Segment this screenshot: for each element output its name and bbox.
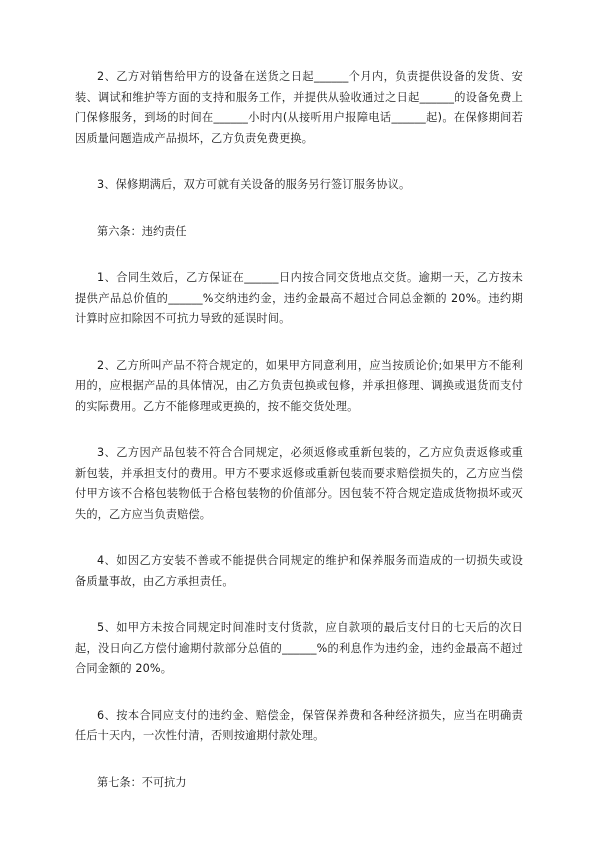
clause-6-item-6: 6、按本合同应支付的违约金、赔偿金，保管保养费和各种经济损失，应当在明确责任后十天内，一次性付清，否则按逾期付款处理。 <box>75 708 523 742</box>
clause-7-heading: 第七条：不可抗力 <box>97 775 187 789</box>
clause-6-item-2: 2、乙方所叫产品不符合规定的，如果甲方同意利用，应当按质论价;如果甲方不能利用的，应根据产品的具体情况，由乙方负责包换或包修，并承担修理、调换或退货而支付的实际费用。乙方不能修理或更换的，按不能交货处理。 <box>75 358 523 413</box>
clause-5-item-3: 3、保修期满后，双方可就有关设备的服务另行签订服务协议。 <box>97 178 411 191</box>
clause-6-heading: 第六条：违约责任 <box>97 224 187 238</box>
clause-6-item-4: 4、如因乙方安装不善或不能提供合同规定的维护和保养服务而造成的一切损失或设备质量事故，由乙方承担责任。 <box>75 554 523 588</box>
document-body <box>75 67 523 819</box>
clause-5-item-2: 2、乙方对销售给甲方的设备在送货之日起______个月内，负责提供设备的发货、安装、调试和维护等方面的支持和服务工作，并提供从验收通过之日起______的设备免费上门保修服务，到场的时间在______小时内(从接听用户报障电话______起)。在保修期间若因质量问题造成产品损坏，乙方负责免费更换。 <box>75 70 523 145</box>
clause-6-item-5: 5、如甲方未按合同规定时间准时支付货款，应自款项的最后支付日的七天后的次日起，没日向乙方偿付逾期付款部分总值的______%的利息作为违约金，违约金最高不超过合同金额的 20%。 <box>75 621 523 675</box>
clause-6-item-3: 3、乙方因产品包装不符合合同规定，必须返修或重新包装的，乙方应负责返修或重新包装，并承担支付的费用。甲方不要求返修或重新包装而要求赔偿损失的，乙方应当偿付甲方该不合格包装物低于合格包装物的价值部分。因包装不符合规定造成货物损坏或灭失的，乙方应当负责赔偿。 <box>75 446 523 521</box>
clause-6-item-1: 1、合同生效后，乙方保证在______日内按合同交货地点交货。逾期一天，乙方按未提供产品总价值的______%交纳违约金，违约金最高不超过合同总金额的 20%。违约期计算时应扣除因不可抗力导致的延误时间。 <box>75 271 523 325</box>
